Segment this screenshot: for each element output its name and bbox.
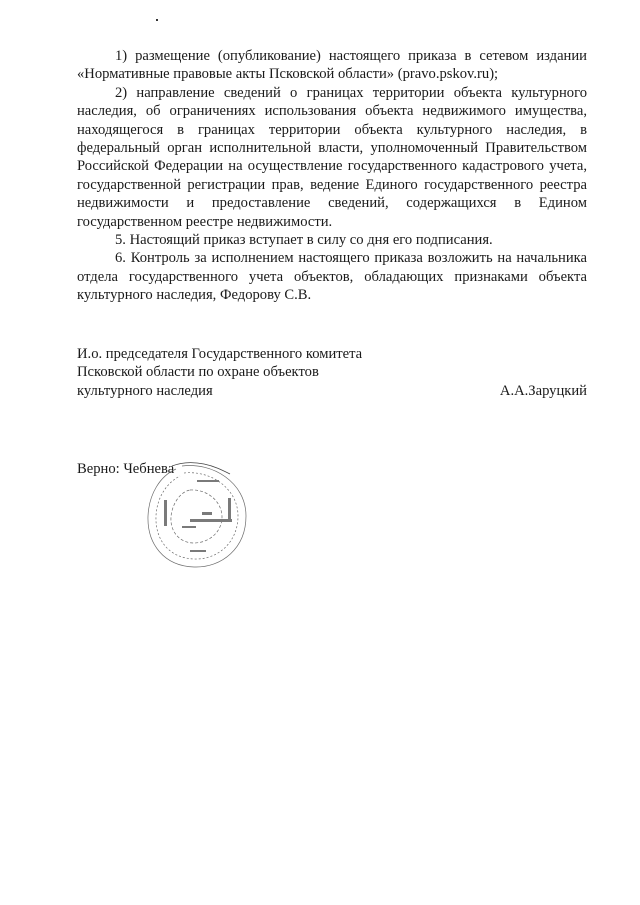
signatory-position-line: И.о. председателя Государственного комитета	[77, 346, 363, 362]
paragraph-cadastre-notice: 2) направление сведений о границах территории объекта культурного наследия, об ограничениях использования объекта недвижимого имущества, находящегося в границах территории объекта культурного наследия, в федеральный орган исполнительной власти, уполномоченный Правительством Российской Федерации на осуществление государственного кадастрового учета, государственной регистрации прав, ведение Единого государственного реестра недвижимости и предоставление сведений, содержащихся в Едином государственном реестре недвижимости.	[77, 84, 587, 230]
paragraph-control: 6. Контроль за исполнением настоящего приказа возложить на начальника отдела государственного учета объектов, обладающих признаками объекта культурного наследия, Федорову С.В.	[77, 250, 587, 304]
paragraph-effective-date: 5. Настоящий приказ вступает в силу со дня его подписания.	[115, 232, 493, 249]
signatory-position-line: Псковской области по охране объектов	[77, 364, 319, 381]
document-body	[77, 47, 587, 305]
official-seal-stamp	[142, 460, 252, 572]
signatory-position-line: культурного наследия	[77, 382, 213, 399]
scan-speck	[156, 19, 158, 21]
certification-line: Верно: Чебнева	[77, 461, 175, 477]
paragraph-publication: 1) размещение (опубликование) настоящего приказа в сетевом издании «Нормативные правовые акты Псковской области» (pravo.pskov.ru);	[77, 48, 587, 83]
signatory-name: А.А.Заруцкий	[499, 382, 587, 399]
signature-block	[77, 345, 587, 400]
